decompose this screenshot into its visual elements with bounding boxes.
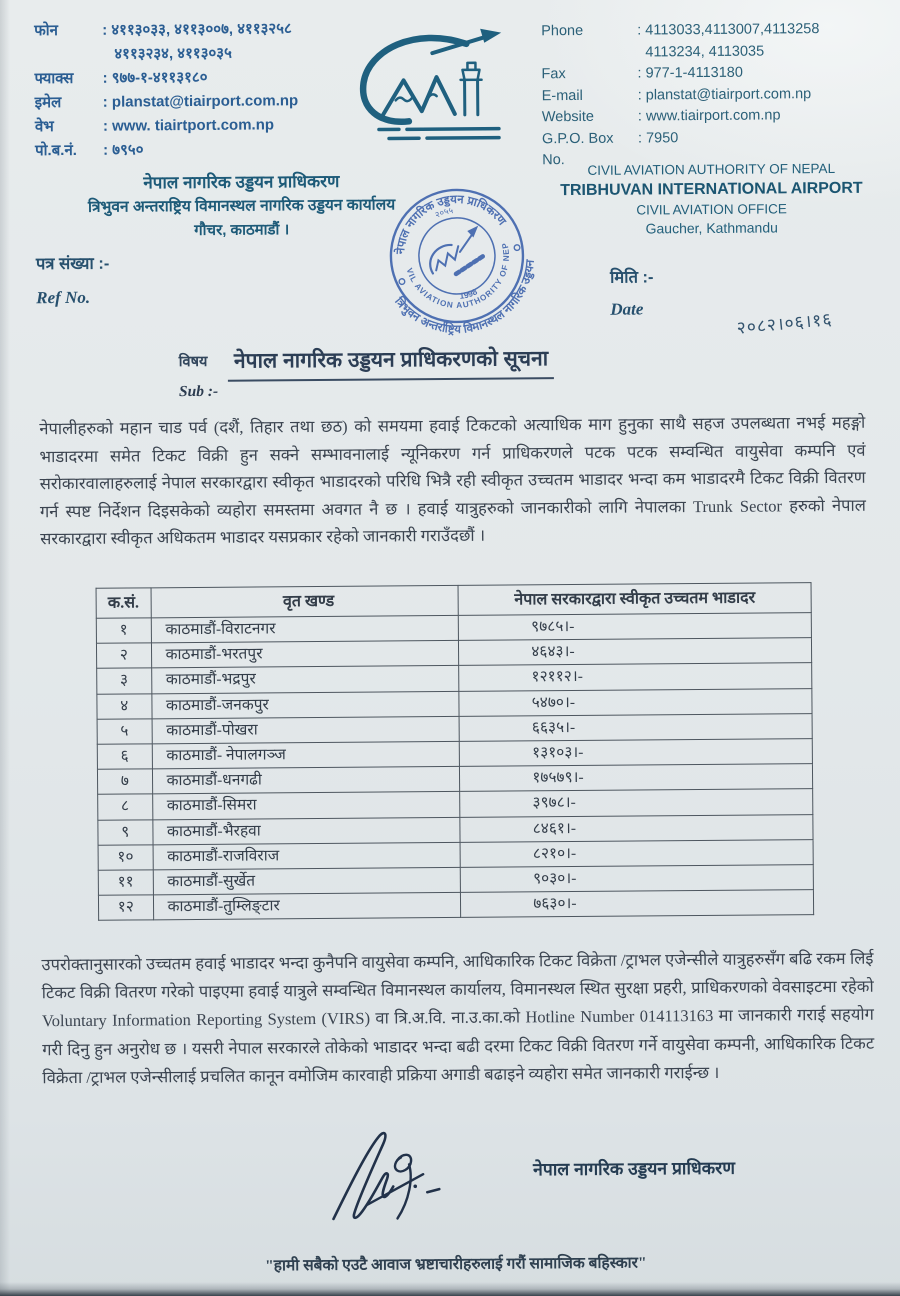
subject-block	[179, 342, 555, 401]
handwritten-date: २०८२।०६।१६	[735, 308, 834, 338]
email-label: इमेल	[34, 94, 62, 112]
fax-label: फ्याक्स	[34, 69, 74, 88]
org-english-line1: CIVIL AVIATION AUTHORITY OF NEPAL	[587, 160, 836, 178]
row-route: काठमाडौं-पोखरा	[152, 716, 460, 744]
body-paragraph-2: उपरोक्तानुसारको उच्चतम हवाई भाडादर भन्दा कुनैपनि वायुसेवा कम्पनि, आधिकारिक टिकट विक्रेता /ट्राभल एजेन्सीले यात्रुहरुसँग बढि रकम लिई टिकट विक्री वितरण गरेको पाइएमा हवाई यात्रुले सम्वन्धित विमानस्थल कार्यालय, विमानस्थल स्थित सुरक्षा प्रहरी, प्राधिकरणको वेवसाइटमा रहेको Voluntary Information Reporting System (VIRS) वा त्रि.अ.वि. ना.उ.का.को Hotline Number 014113163 मा जानकारी गराई सहयोग गरी दिनु हुन अनुरोध छ । यसरी नेपाल सरकारले तोकेको भाडादर भन्दा बढी दरमा टिकट विक्री वितरण गर्ने वायुसेवा कम्पनी, आधिकारिक टिकट विक्रेता /ट्राभल एजेन्सीलाई प्रचलित कानून वमोजिम कारवाही प्रक्रिया अगाडी बढाइने व्यहोरा समेत जानकारी गराईन्छ ।	[41, 948, 875, 1088]
row-sn: ५	[97, 719, 152, 745]
row-fare: १७५७९।-	[460, 764, 813, 792]
row-fare: ३९७८।-	[460, 789, 813, 817]
row-sn: १२	[98, 895, 153, 921]
row-sn: १०	[98, 845, 153, 871]
website-label-en: Website	[541, 108, 595, 126]
org-english-line3: CIVIL AVIATION OFFICE	[636, 201, 787, 218]
letterhead-contact-nepali	[34, 17, 365, 164]
row-fare: १३१०३।-	[460, 739, 813, 767]
row-fare: ८४६१।-	[460, 814, 813, 842]
phone-value-2-en: 4113234, 4113035	[645, 43, 765, 60]
row-route: काठमाडौं- नेपालगञ्ज	[152, 741, 460, 769]
phone-value-en: : 4113033,4113007,4113258	[637, 21, 820, 39]
email-value-en: : planstat@tiairport.com.np	[637, 85, 812, 104]
stamp-seal-icon	[363, 162, 550, 349]
stamp-inner-logo-icon	[423, 226, 490, 281]
stamp-year-bs: २०५५	[433, 205, 454, 220]
email-value: : planstat@tiairport.com.np	[102, 92, 299, 111]
row-route: काठमाडौं-सिमरा	[152, 792, 460, 820]
row-sn: ९	[98, 819, 153, 845]
signature-scribble	[327, 1126, 468, 1239]
pobox-row	[35, 137, 365, 164]
row-route: काठमाडौं-धनगढी	[152, 767, 460, 795]
phone-label: फोन	[34, 22, 59, 40]
ref-label-nepali: पत्र संख्या :-	[35, 254, 110, 274]
row-sn: १	[96, 618, 151, 644]
row-sn: ६	[97, 744, 152, 770]
gpo-value-en: : 7950	[637, 129, 679, 147]
org-name-english	[537, 160, 886, 239]
ref-label-english: Ref No.	[36, 287, 91, 308]
email-row-en	[542, 83, 887, 107]
org-nepali-line3: गौचर, काठमाडौं ।	[194, 221, 290, 240]
fax-row-en	[541, 62, 886, 86]
subject-labels	[179, 345, 219, 401]
caan-logo	[348, 17, 524, 158]
fax-value-en: : 977-1-4113180	[637, 64, 743, 82]
stamp-top-text: नेपाल नागरिक उड्डयन प्राधिकरण	[394, 193, 508, 255]
row-route: काठमाडौं-तुम्लिङ्टार	[153, 893, 461, 921]
fax-label-en: Fax	[541, 66, 566, 83]
row-route: काठमाडौं-सुर्खेत	[153, 867, 461, 895]
row-fare: ८२१०।-	[460, 839, 813, 867]
photo-edge-left	[0, 0, 10, 1296]
date-label-english: Date	[610, 299, 644, 319]
signatory-organization: नेपाल नागरिक उड्डयन प्राधिकरण	[533, 1157, 736, 1180]
letterhead-contact-english	[541, 19, 887, 172]
fax-row	[34, 65, 364, 92]
row-sn: ७	[97, 769, 152, 795]
web-value: : www. tiairtport.com.np	[102, 116, 275, 135]
org-english-line2: TRIBHUVAN INTERNATIONAL AIRPORT	[560, 179, 863, 200]
email-label-en: E-mail	[541, 87, 583, 104]
row-fare: ९७८५।-	[459, 613, 812, 641]
org-english-line4: Gaucher, Kathmandu	[645, 219, 778, 237]
website-row-en	[542, 105, 887, 129]
header-route: वृत खण्ड	[151, 585, 459, 617]
pobox-label: पो.ब.नं.	[35, 141, 77, 160]
row-sn: ११	[98, 870, 153, 896]
org-nepali-line1: नेपाल नागरिक उड्डयन प्राधिकरण	[143, 171, 340, 193]
row-route: काठमाडौं-भरतपुर	[151, 641, 459, 669]
org-nepali-line2: त्रिभुवन अन्तराष्ट्रिय विमानस्थल नागरिक उड्डयन कार्यालय	[87, 196, 396, 216]
stamp-outer-text: त्रिभुवन अन्तर्राष्ट्रिय विमानस्थल नागरिक उड्डयन	[392, 259, 537, 337]
phone-value-2: ४११३२३४, ४११३०३५	[114, 44, 232, 63]
stamp-year: 1998	[458, 286, 479, 301]
row-fare: ५४७०।-	[459, 688, 812, 716]
header-sn: क.सं.	[96, 588, 151, 618]
row-route: काठमाडौं-राजविराज	[153, 842, 461, 870]
signature-icon	[327, 1126, 468, 1239]
phone-row	[34, 17, 364, 44]
row-route: काठमाडौं-भैरहवा	[152, 817, 460, 845]
subject-title: नेपाल नागरिक उड्डयन प्राधिकरणको सूचना	[228, 342, 555, 382]
header-fare: नेपाल सरकारद्वारा स्वीकृत उच्चतम भाडादर	[458, 583, 811, 616]
web-label: वेभ	[34, 118, 54, 136]
stamp-english-text: CIVIL AVIATION AUTHORITY OF NEPAL	[404, 241, 512, 311]
subject-label-english: Sub :-	[178, 382, 219, 401]
row-fare: ४६४३।-	[459, 638, 812, 666]
row-route: काठमाडौं-जनकपुर	[151, 691, 459, 719]
row-fare: ६६३५।-	[459, 713, 812, 741]
row-fare: ७६३०।-	[461, 890, 814, 918]
pobox-value: : ७९५०	[103, 141, 144, 159]
email-row	[35, 89, 365, 116]
row-sn: ४	[97, 693, 152, 719]
date-label-nepali: मिति :-	[610, 268, 654, 287]
photo-edge-bottom	[0, 1282, 900, 1296]
row-sn: २	[96, 643, 151, 669]
subject-label-nepali: विषय	[178, 353, 208, 371]
official-stamp	[363, 162, 550, 349]
row-fare: १२११२।-	[459, 663, 812, 691]
ref-block	[36, 251, 110, 309]
row-route: काठमाडौं-भद्रपुर	[151, 666, 459, 694]
fare-table	[96, 582, 815, 921]
body-paragraph-1: नेपालीहरुको महान चाड पर्व (दशैं, तिहार तथा छठ) को समयमा हवाई टिकटको अत्याधिक माग हुनुका साथै सहज उपलब्धता नभई महङ्गो भाडादरमा समेत टिकट विक्री हुन सक्ने सम्भावनालाई न्यूनिकरण गर्न प्राधिकरणले पटक पटक सम्वन्धित वायुसेवा कम्पनि एवं सरोकारवालाहरुलाई नेपाल सरकारद्वारा स्वीकृत भाडादरको परिधि भित्रै रही स्वीकृत उच्चतम भाडादर भन्दा कम भाडादरमै टिकट विक्री वितरण गर्न स्पष्ट निर्देशन दिइसकेको व्यहोरा समस्तमा अवगत नै छ । हवाई यात्रुहरुको जानकारीको लागि नेपालका Trunk Sector हरुको नेपाल सरकारद्वारा स्वीकृत अधिकतम भाडादर यसप्रकार रहेको जानकारी गराउँदछौं ।	[39, 412, 866, 549]
footer-slogan: "हामी सबैको एउटै आवाज भ्रष्टाचारीहरुलाई गरौं सामाजिक बहिस्कार"	[265, 1254, 647, 1275]
gpo-label-en: G.P.O. Box No.	[541, 130, 614, 169]
phone-row-en	[541, 19, 886, 43]
website-value-en: : www.tiairport.com.np	[637, 107, 781, 125]
fax-value: : ९७७-१-४११३१८०	[102, 68, 208, 87]
row-sn: ८	[98, 794, 153, 820]
table-row	[98, 890, 813, 921]
row-fare: ९०३०।-	[460, 865, 813, 893]
date-block	[610, 264, 654, 319]
row-route: काठमाडौं-विराटनगर	[151, 615, 459, 643]
phone-label-en: Phone	[541, 22, 584, 40]
caan-logo-icon	[348, 17, 524, 158]
row-sn: ३	[97, 668, 152, 694]
phone-value: : ४११३०३३, ४११३००७, ४११३२५८	[102, 20, 292, 39]
web-row	[35, 113, 365, 140]
